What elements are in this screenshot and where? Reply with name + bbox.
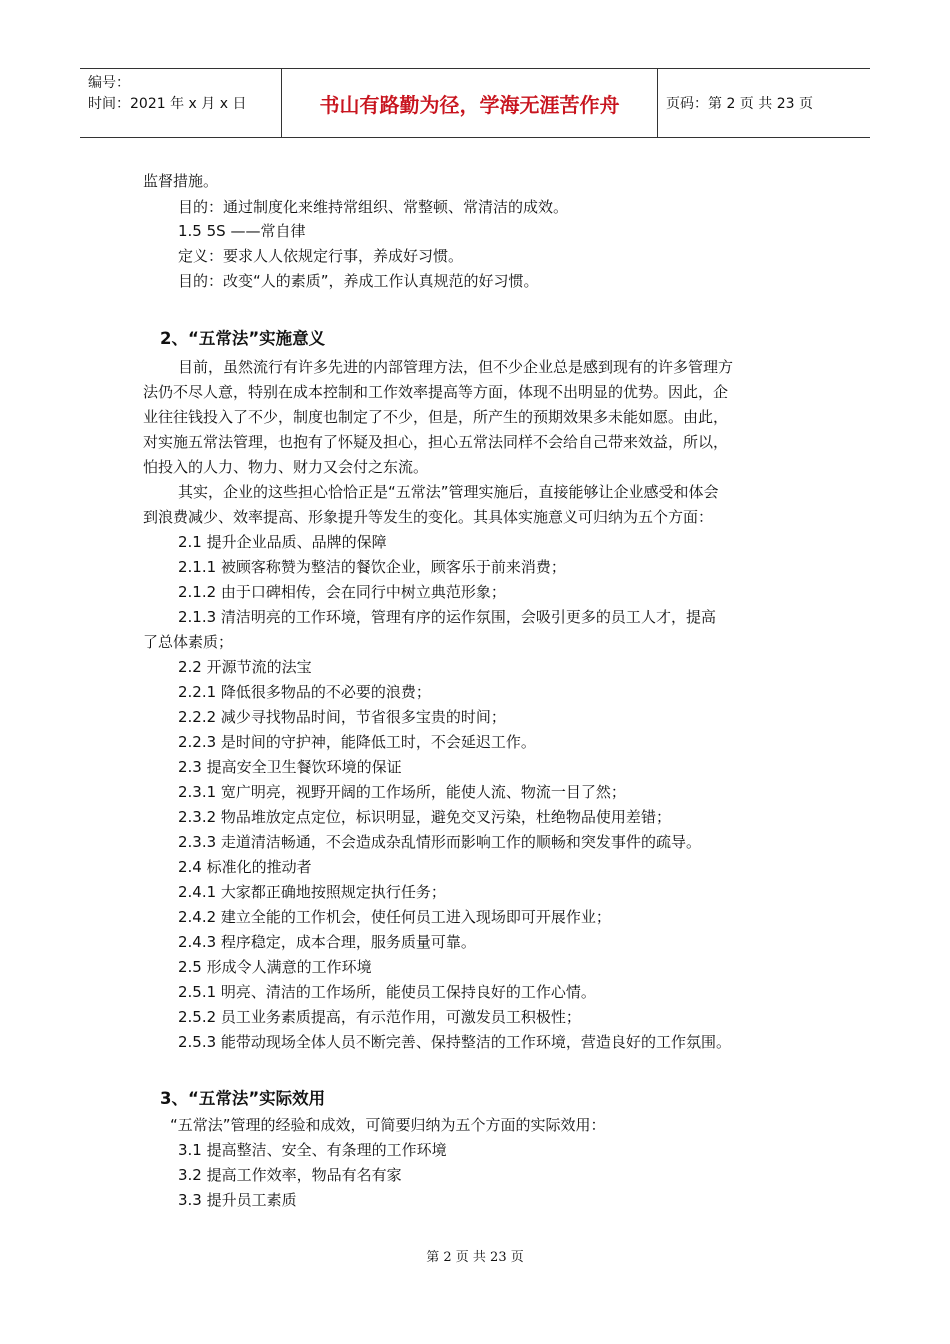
- header-meta: [80, 69, 282, 137]
- subsection-heading: 2.5 形成令人满意的工作环境: [178, 958, 372, 976]
- paragraph-line: 监督措施。: [143, 172, 219, 190]
- subsection-heading: 2.2 开源节流的法宝: [178, 658, 312, 676]
- list-item: 2.3.1 宽广明亮，视野开阔的工作场所，能使人流、物流一目了然；: [178, 783, 626, 801]
- paragraph-line: 目的：通过制度化来维持常组织、常整顿、常清洁的成效。: [178, 198, 569, 216]
- list-item: 2.2.2 减少寻找物品时间，节省很多宝贵的时间；: [178, 708, 506, 726]
- subsection-heading: 2.4 标准化的推动者: [178, 858, 312, 876]
- page-footer: 第 2 页 共 23 页: [426, 1250, 524, 1265]
- subsection-heading: 2.1 提升企业品质、品牌的保障: [178, 533, 387, 551]
- paragraph-line: 业往往钱投入了不少，制度也制定了不少，但是，所产生的预期效果多未能如愿。由此，: [143, 408, 729, 426]
- subsection-heading: 3.1 提高整洁、安全、有条理的工作环境: [178, 1141, 447, 1159]
- list-item: 2.2.1 降低很多物品的不必要的浪费；: [178, 683, 431, 701]
- list-item: 2.1.1 被顾客称赞为整洁的餐饮企业，顾客乐于前来消费；: [178, 558, 566, 576]
- paragraph-line: 怕投入的人力、物力、财力又会付之东流。: [143, 458, 429, 476]
- subsection-heading: 3.2 提高工作效率，物品有名有家: [178, 1166, 402, 1184]
- list-item: 2.4.2 建立全能的工作机会，使任何员工进入现场即可开展作业；: [178, 908, 611, 926]
- paragraph-line: “五常法”管理的经验和成效，可简要归纳为五个方面的实际效用：: [170, 1116, 606, 1134]
- list-item: 了总体素质；: [143, 633, 234, 651]
- list-item: 2.1.2 由于口碑相传，会在同行中树立典范形象；: [178, 583, 506, 601]
- document-number-label: 编号：: [88, 75, 130, 91]
- paragraph-line: 定义：要求人人依规定行事，养成好习惯。: [178, 247, 464, 265]
- section-heading-2: 2、“五常法”实施意义: [160, 329, 326, 348]
- document-time-label: 时间：2021 年 x 月 x 日: [88, 96, 247, 112]
- list-item: 2.5.1 明亮、清洁的工作场所，能使员工保持良好的工作心情。: [178, 983, 596, 1001]
- paragraph-line: 目前，虽然流行有许多先进的内部管理方法，但不少企业总是感到现有的许多管理方: [178, 358, 734, 376]
- list-item: 2.1.3 清洁明亮的工作环境，管理有序的运作氛围，会吸引更多的员工人才，提高: [178, 608, 716, 626]
- header-motto: 书山有路勤为径，学海无涯苦作舟: [282, 69, 658, 137]
- paragraph-line: 法仍不尽人意，特别在成本控制和工作效率提高等方面，体现不出明显的优势。因此，企: [143, 383, 729, 401]
- page-header: [80, 68, 870, 138]
- section-heading-3: 3、“五常法”实际效用: [160, 1089, 326, 1108]
- paragraph-line: 1.5 5S ——常自律: [178, 222, 306, 240]
- list-item: 2.2.3 是时间的守护神，能降低工时，不会延迟工作。: [178, 733, 536, 751]
- paragraph-line: 目的：改变“人的素质”，养成工作认真规范的好习惯。: [178, 272, 539, 290]
- subsection-heading: 2.3 提高安全卫生餐饮环境的保证: [178, 758, 402, 776]
- list-item: 2.3.3 走道清洁畅通，不会造成杂乱情形而影响工作的顺畅和突发事件的疏导。: [178, 833, 701, 851]
- list-item: 2.5.2 员工业务素质提高，有示范作用，可激发员工积极性；: [178, 1008, 581, 1026]
- paragraph-line: 其实，企业的这些担心恰恰正是“五常法”管理实施后，直接能够让企业感受和体会: [178, 483, 719, 501]
- list-item: 2.5.3 能带动现场全体人员不断完善、保持整洁的工作环境，营造良好的工作氛围。: [178, 1033, 731, 1051]
- subsection-heading: 3.3 提升员工素质: [178, 1191, 297, 1209]
- list-item: 2.4.1 大家都正确地按照规定执行任务；: [178, 883, 446, 901]
- header-page-label: 页码：第 2 页 共 23 页: [666, 96, 813, 112]
- list-item: 2.3.2 物品堆放定点定位，标识明显，避免交叉污染，杜绝物品使用差错；: [178, 808, 671, 826]
- paragraph-line: 到浪费减少、效率提高、形象提升等发生的变化。其具体实施意义可归纳为五个方面：: [143, 508, 714, 526]
- paragraph-line: 对实施五常法管理，也抱有了怀疑及担心，担心五常法同样不会给自己带来效益，所以，: [143, 433, 729, 451]
- list-item: 2.4.3 程序稳定，成本合理，服务质量可靠。: [178, 933, 476, 951]
